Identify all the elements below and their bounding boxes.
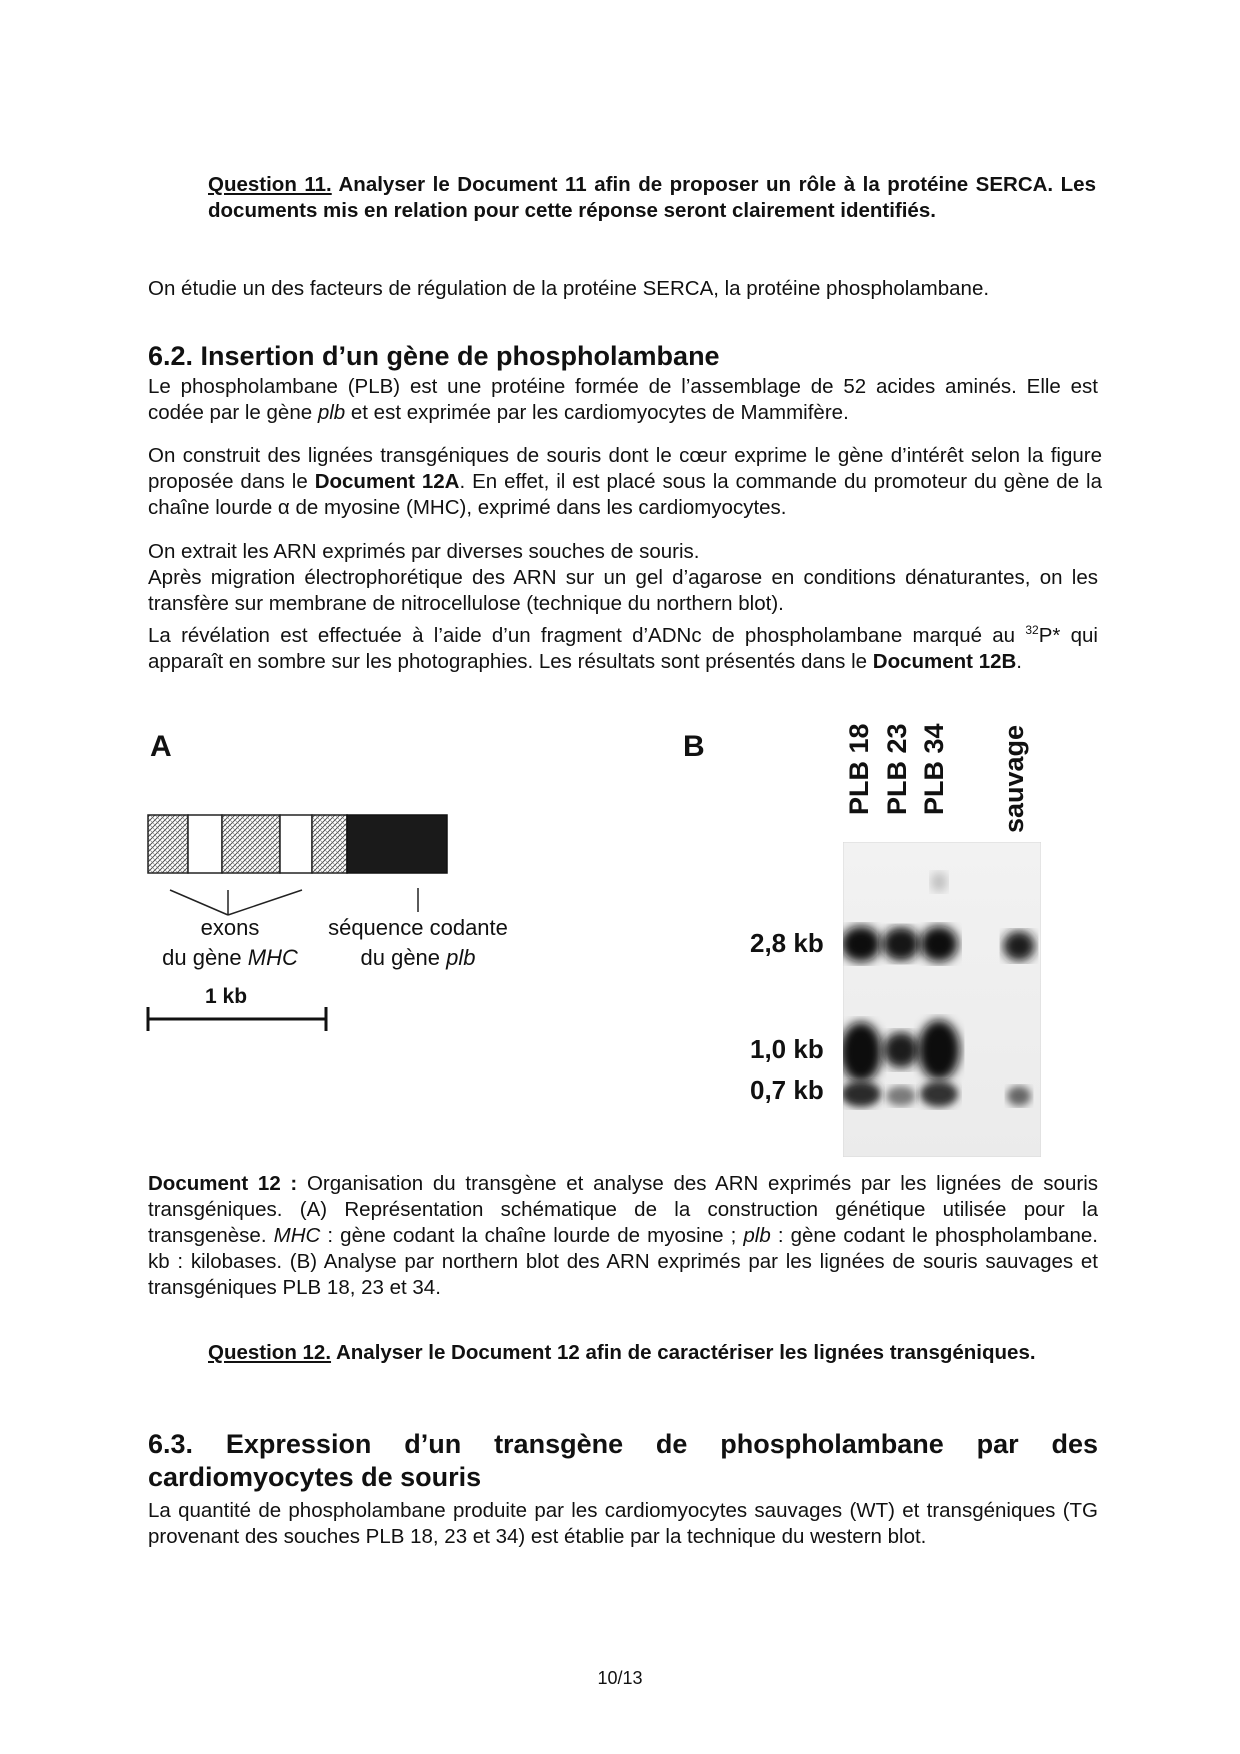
band-label-2-8kb: 2,8 kb: [750, 928, 824, 958]
band-2-8kb-plb34: [920, 926, 958, 962]
band-2-8kb-plb23: [882, 927, 920, 961]
p3-line-1: On extrait les ARN exprimés par diverses souches de souris.: [148, 540, 700, 563]
question-11-text: Analyser le Document 11 afin de proposer un rôle à la protéine SERCA. Les documents mis en relation pour cette réponse seront clairement identifiés.: [208, 173, 1096, 222]
question-12-label: Question 12.: [208, 1341, 332, 1364]
figure-a-label: A: [150, 730, 172, 763]
intron-2: [280, 815, 312, 873]
question-11-label: Question 11.: [208, 173, 332, 196]
scale-label: 1 kb: [205, 985, 248, 1008]
p3-line-2: Après migration électrophorétique des ARN sur un gel d’agarose en conditions dénaturantes, on les transfère sur membrane de nitrocellulose (technique du northern blot).: [148, 566, 1098, 615]
document-12a-ref: Document 12A: [314, 470, 460, 493]
lane-label-plb23: PLB 23: [882, 723, 912, 815]
section-6-2-paragraph-1: Le phospholambane (PLB) est une protéine formée de l’assemblage de 52 acides aminés. Elle est codée par le gène plb et est exprimée par les cardiomyocytes de Mammifère.: [148, 375, 1098, 424]
p3-line-3: La révélation est effectuée à l’aide d’un fragment d’ADNc de phospholambane marqué au $^{32}$P* qui apparaît en sombre sur les photographies. Les résultats sont présentés dans le Document 12B.: [148, 623, 1098, 673]
lane-label-sauvage: sauvage: [999, 724, 1029, 833]
band-label-1-0kb: 1,0 kb: [750, 1034, 824, 1064]
section-6-3-title: 6.3. Expression d’un transgène de phospholambane par des cardiomyocytes de souris: [148, 1429, 1098, 1492]
plb-coding-sequence: [347, 815, 447, 873]
intro-paragraph: On étudie un des facteurs de régulation de la protéine SERCA, la protéine phospholambane.: [148, 277, 990, 300]
mhc-exon-2: [222, 815, 280, 873]
lane-label-plb34: PLB 34: [919, 723, 949, 815]
mhc-exon-1: [148, 815, 188, 873]
document-12-caption: Document 12 : Organisation du transgène et analyse des ARN exprimés par les lignées de souris transgéniques. (A) Représentation schématique de la construction génétique utilisée pour la transgenèse. MHC : gène codant la chaîne lourde de myosine ; plb : gène codant le phospholambane. kb : kilobases. (B) Analyse par northern blot des ARN exprimés par les lignées de souris sauvages et transgéniques PLB 18, 23 et 34.: [148, 1172, 1098, 1299]
band-0-7kb-sauvage: [1007, 1086, 1031, 1106]
question-11: [208, 172, 1096, 224]
band-2-8kb-sauvage: [1003, 931, 1035, 961]
section-6-2-paragraph-3: [148, 539, 1098, 675]
plb-gene-italic: plb: [317, 401, 346, 424]
section-6-2-paragraph-2: On construit des lignées transgéniques de souris dont le cœur exprime le gène d’intérêt selon la figure proposée dans le Document 12A. En effet, il est placé sous la commande du promoteur du gène de la chaîne lourde α de myosine (MHC), exprimé dans les cardiomyocytes.: [148, 444, 1102, 519]
northern-blot: [843, 842, 1041, 1157]
band-0-7kb-plb23: [886, 1086, 916, 1106]
band-1-0kb-plb23: [883, 1032, 919, 1068]
question-12: [208, 1340, 1096, 1366]
section-6-3-paragraph-1: La quantité de phospholambane produite par les cardiomyocytes sauvages (WT) et transgéniques (TG provenant des souches PLB 18, 23 et 34) est établie par la technique du western blot.: [148, 1499, 1098, 1548]
caption-title: Document 12 :: [148, 1172, 298, 1195]
lane-label-plb18: PLB 18: [844, 723, 874, 815]
document-12b-ref: Document 12B: [872, 650, 1017, 673]
page-number: 10/13: [597, 1668, 643, 1688]
intron-1: [188, 815, 222, 873]
band-1-0kb-plb34: [918, 1020, 960, 1080]
exons-label: exons du gène MHC: [162, 915, 298, 970]
figure-b-label: B: [683, 730, 705, 763]
band-0-7kb-plb34: [920, 1081, 958, 1107]
question-12-text: Analyser le Document 12 afin de caractériser les lignées transgéniques.: [331, 1341, 1036, 1364]
section-6-2-title: 6.2. Insertion d’un gène de phospholambane: [148, 341, 720, 371]
band-label-0-7kb: 0,7 kb: [750, 1075, 824, 1105]
mhc-exon-3: [312, 815, 347, 873]
coding-sequence-label: séquence codante du gène plb: [328, 915, 508, 970]
exon-pointer-lines: [170, 890, 302, 915]
